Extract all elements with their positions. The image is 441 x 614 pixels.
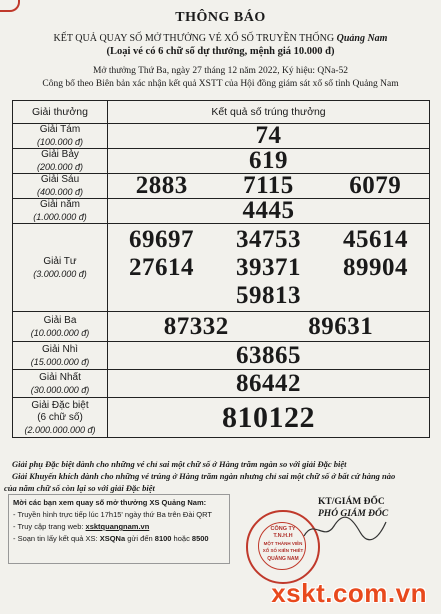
prize-label: [13, 149, 108, 174]
prize-name: Giải Nhất: [39, 371, 81, 383]
prize-row-6: [13, 174, 430, 199]
prize-name: Giải Sáu: [40, 174, 80, 185]
footnote-consolation-cont: của năm chữ số còn lại so với giải Đặc biệt: [4, 483, 155, 493]
notice-subtitle: [0, 33, 441, 44]
prize-label: [13, 312, 108, 342]
prize-label: [13, 174, 108, 199]
prize-number: 59813: [236, 281, 301, 309]
prize-number: 89631: [308, 312, 374, 340]
prize-name: Giải Tám: [39, 124, 81, 135]
stamp-line: T.N.H.H: [273, 533, 293, 539]
prize-label: [13, 370, 108, 398]
prize-amount: (200.000 đ): [36, 162, 84, 172]
sms-number-1: 8100: [154, 534, 172, 543]
info-item-web: [13, 522, 225, 531]
prize-name: Giải Tư: [43, 255, 77, 267]
ticket-type: (Loại vé có 6 chữ số dự thưởng, mệnh giá 10.000 đ): [106, 46, 335, 57]
prize-number: 6079: [349, 172, 402, 199]
stamp-line: MỘT THÀNH VIÊN: [263, 541, 303, 546]
prize-amount: (30.000.000 đ): [30, 384, 90, 395]
prize-number: 619: [108, 149, 430, 174]
sms-code: XSQNa: [99, 534, 126, 543]
prize-row-8: [13, 124, 430, 149]
prize-amount: (3.000.000 đ): [33, 268, 87, 279]
subtitle-text: KẾT QUẢ QUAY SỐ MỞ THƯỞNG VÉ XỔ SỐ TRUYỀN THỐNG: [53, 33, 335, 44]
province-name: Quảng Nam: [336, 33, 388, 44]
stamp-line: XỔ SỐ KIẾN THIẾT: [262, 548, 304, 553]
prize-digits-note: (6 chữ số): [37, 411, 83, 423]
sms-mid: gửi đến: [125, 534, 155, 543]
prize-number: 39371: [236, 253, 301, 281]
prize-number: 45614: [343, 225, 408, 253]
prize-row-2: [13, 342, 430, 370]
prize-label: [13, 398, 108, 438]
prize-number: 86442: [108, 370, 430, 398]
draw-date: Mở thưởng Thứ Ba, ngày 27 tháng 12 năm 2022, Ký hiệu: QNa-52: [92, 66, 348, 76]
prize-name: Giải Bảy: [41, 149, 79, 160]
prize-amount: (100.000 đ): [36, 137, 84, 147]
prize-name: Giải Đặc biệt: [31, 399, 89, 411]
prize-label: [13, 199, 108, 224]
info-title: Mời các bạn xem quay số mở thưởng XS Quảng Nam:: [13, 498, 207, 507]
prize-row-3: [13, 312, 430, 342]
prize-amount: (2.000.000.000 đ): [24, 424, 96, 435]
prize-label: [13, 342, 108, 370]
stamp-line: QUẢNG NAM: [267, 556, 299, 562]
sms-number-2: 8500: [191, 534, 209, 543]
prize-row-7: [13, 149, 430, 174]
prize-number: 34753: [236, 225, 301, 253]
prize-row-5: [13, 199, 430, 224]
certification-note: Công bố theo Biên bản xác nhận kết quả XSTT của Hội đồng giám sát xổ số tỉnh Quảng Nam: [42, 79, 399, 89]
sms-label: - Soạn tin lấy kết quả XS:: [13, 534, 100, 543]
info-item-sms: [13, 534, 225, 543]
signature-role: KT/GIÁM ĐỐC: [318, 497, 385, 507]
prize-number: 74: [108, 124, 430, 149]
prize-number: 27614: [129, 253, 194, 281]
signature-title: PHÓ GIÁM ĐỐC: [318, 509, 389, 519]
prize-number: 2883: [135, 172, 188, 199]
prize-number: 4445: [108, 199, 430, 224]
signature-scribble: [300, 514, 390, 544]
prize-number: 87332: [163, 312, 229, 340]
footnote-sub-special: Giải phụ Đặc biệt dành cho những vé chỉ sai một chữ số ở Hàng trăm ngàn so với giải Đặc biệt: [12, 459, 347, 469]
table-header-row: [13, 101, 430, 124]
footnote-consolation: Giải Khuyến khích dành cho những vé trúng ở Hàng trăm ngàn nhưng chỉ sai một chữ số ở bất cứ hàng nào: [12, 471, 396, 481]
watermark: xskt.com.vn: [271, 578, 427, 608]
prize-row-4: [13, 224, 430, 312]
sms-or: hoặc: [171, 534, 192, 543]
prize-amount: (10.000.000 đ): [30, 327, 90, 338]
web-label: - Truy cập trang web:: [13, 522, 86, 531]
result-column-header: Kết quả số trúng thưởng: [108, 101, 430, 124]
info-item-tv: - Truyền hình trực tiếp lúc 17h15' ngày thứ Ba trên Đài QRT: [13, 510, 212, 519]
prize-name: Giải năm: [39, 199, 80, 210]
prize-number: 63865: [108, 342, 430, 370]
prize-number: 89904: [343, 253, 408, 281]
result-table: [12, 100, 430, 438]
special-prize-number: 810122: [108, 398, 430, 438]
prize-row-1: [13, 370, 430, 398]
prize-name: Giải Ba: [43, 314, 77, 326]
prize-column-header: Giải thưởng: [13, 101, 108, 124]
prize-name: Giải Nhì: [41, 343, 79, 355]
prize-numbers: [108, 312, 430, 342]
prize-amount: (1.000.000 đ): [33, 212, 87, 222]
prize-numbers: [108, 174, 430, 199]
stamp-line: CÔNG TY: [270, 526, 296, 532]
prize-label: [13, 224, 108, 312]
prize-label: [13, 124, 108, 149]
prize-number: 69697: [129, 225, 194, 253]
website-link[interactable]: xsktquangnam.vn: [85, 522, 150, 531]
notice-title: THÔNG BÁO: [175, 10, 266, 25]
prize-numbers: [108, 224, 430, 312]
prize-amount: (15.000.000 đ): [30, 356, 90, 367]
prize-amount: (400.000 đ): [36, 187, 84, 197]
prize-number: 7115: [243, 172, 294, 199]
info-box: [8, 494, 230, 564]
prize-row-special: [13, 398, 430, 438]
